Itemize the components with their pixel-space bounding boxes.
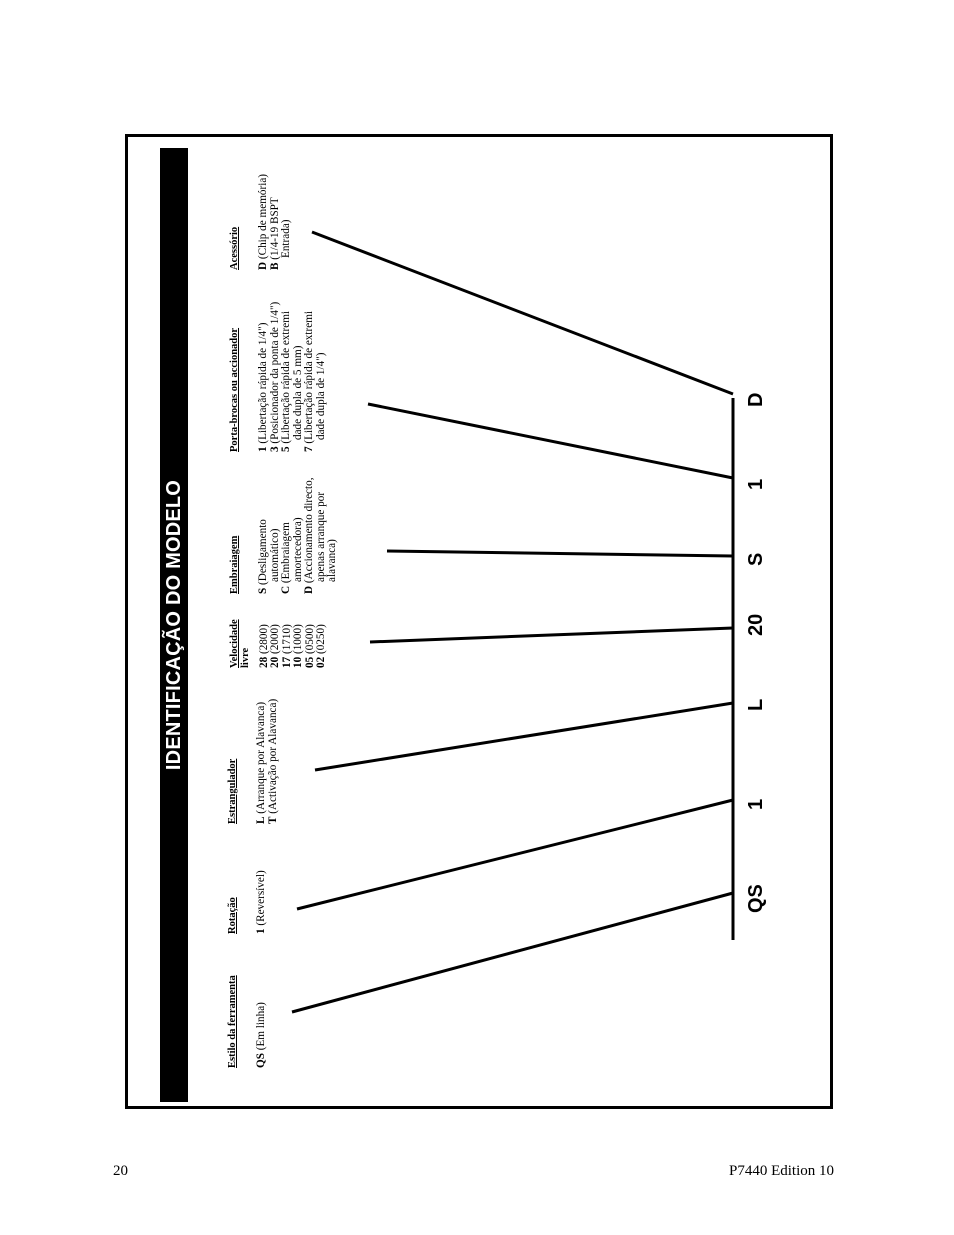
column-header: Embraiagem — [229, 535, 240, 594]
column-chuck-or-driver — [229, 302, 327, 452]
model-code-clutch: S — [745, 552, 767, 566]
column-item: amortecedora) — [291, 517, 304, 582]
column-item: dade dupla de 5 mm) — [291, 345, 304, 440]
column-item: 20 (2000) — [269, 624, 281, 668]
column-item: 1 (Reversível) — [255, 870, 267, 934]
connector-rotation — [297, 800, 733, 909]
column-item: automático) — [268, 528, 281, 582]
connector-clutch — [387, 551, 733, 556]
column-item: 1 (Libertação rápida de 1/4") — [257, 322, 269, 452]
connector-accessory — [312, 232, 733, 394]
column-item: 3 (Posicionador da ponta de 1/4") — [268, 301, 281, 452]
connector-chuck — [368, 404, 733, 478]
column-item: 17 (1710) — [280, 624, 293, 668]
connector-style — [292, 893, 733, 1012]
column-item: dade dupla de 1/4") — [314, 352, 327, 440]
page-title: IDENTIFICAÇÃO DO MODELO — [162, 479, 185, 771]
column-item: B (1/4-19 BSPT — [268, 197, 281, 270]
model-code-tool-style: QS — [745, 884, 767, 913]
column-header: Estrangulador — [227, 758, 238, 824]
column-item: 5 (Libertação rápida de extremi — [280, 310, 292, 452]
column-tool-style — [227, 975, 268, 1068]
column-header: Velocidade — [229, 619, 240, 668]
column-rotation — [227, 870, 268, 934]
column-item: 05 (0500) — [303, 624, 316, 668]
column-item: L (Arranque por Alavanca) — [255, 701, 267, 824]
connector-throttle — [315, 703, 733, 770]
column-item: S (Desligamento — [257, 519, 269, 594]
column-item: alavanca) — [326, 539, 338, 582]
column-item: 28 (2800) — [257, 624, 270, 668]
column-item: D (Chip de memória) — [257, 173, 269, 270]
column-header: Porta-brocas ou accionador — [229, 327, 240, 452]
column-item: Entrada) — [280, 219, 292, 258]
column-item: T (Activação por Alavanca) — [266, 698, 279, 824]
column-item: 02 (0250) — [315, 624, 327, 668]
connector-speed — [370, 628, 733, 642]
column-clutch — [229, 477, 339, 594]
page-number: 20 — [113, 1163, 128, 1179]
edition-label: P7440 Edition 10 — [729, 1163, 835, 1179]
column-header-line2: livre — [240, 647, 251, 668]
column-accessory — [229, 174, 293, 270]
model-code-speed: 20 — [745, 613, 767, 636]
column-throttle — [227, 699, 279, 824]
model-code-rotation: 1 — [745, 798, 767, 810]
column-item: D (Accionamento directo, — [303, 477, 315, 594]
column-item: 7 (Libertação rápida de extremi — [303, 310, 315, 452]
model-code-throttle: L — [745, 698, 767, 711]
column-free-speed — [229, 619, 328, 668]
column-header: Rotação — [227, 897, 238, 934]
column-item: 10 (1000) — [292, 624, 304, 668]
model-code-chuck: 1 — [745, 478, 767, 490]
column-header: Estilo da ferramenta — [227, 975, 238, 1068]
column-item: QS (Em linha) — [255, 1002, 267, 1068]
column-item: C (Embraiagem — [280, 522, 292, 594]
model-code-accessory: D — [745, 392, 767, 407]
column-item: apenas arranque por — [314, 491, 327, 582]
column-header: Acessório — [229, 226, 240, 270]
